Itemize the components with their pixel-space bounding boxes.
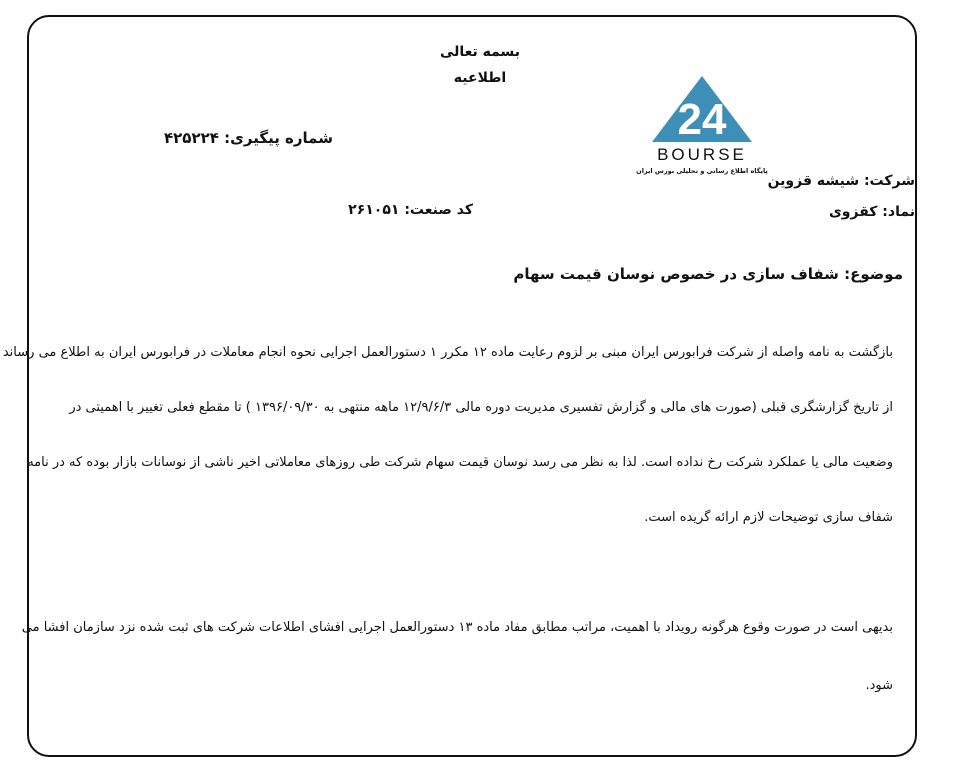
body-line-6: شود. (865, 678, 893, 693)
body-line-3: وضعیت مالی یا عملکرد شرکت رخ نداده است. لذا به نظر می رسد نوسان قیمت سهام شرکت طی روزهای معاملاتی اخیر ناشی از نوسانات بازار بوده که در نامه (27, 455, 893, 470)
basmala: بسمه تعالی (439, 44, 521, 60)
body-line-2: از تاریخ گزارشگری قبلی (صورت های مالی و گزارش تفسیری مدیریت دوره مالی ۱۲/۹/۶/۳ ماهه منتهی به ۱۳۹۶/۰۹/۳۰ ) تا مقطع فعلی تغییر با اهمیتی در (69, 400, 893, 415)
logo-number: 24 (677, 95, 727, 144)
notice-title: اطلاعیه (453, 70, 507, 86)
company-name: شرکت: شیشه قزوین (767, 173, 915, 189)
subject-line: موضوع: شفاف سازی در خصوص نوسان قیمت سهام (513, 265, 903, 283)
company-symbol: نماد: کقزوی (828, 204, 915, 220)
body-line-5: بدیهی است در صورت وقوع هرگونه رویداد با اهمیت، مراتب مطابق مفاد ماده ۱۳ دستورالعمل اجرایی افشای اطلاعات شرکت های ثبت شده نزد سازمان افشا می (21, 620, 893, 635)
bourse24-logo (638, 72, 766, 182)
logo-wordmark: BOURSE (657, 145, 747, 164)
logo-tagline: پایگاه اطلاع رسانی و تحلیلی بورس ایران (636, 167, 768, 175)
body-line-4: شفاف سازی توضیحات لازم ارائه گریده است. (644, 510, 893, 525)
document-frame (2, 15, 917, 757)
body-line-1: بازگشت به نامه واصله از شرکت فرابورس ایران مبنی بر لزوم رعایت ماده ۱۲ مکرر ۱ دستورالعمل اجرایی نحوه انجام معاملات در فرابورس ایران به اطلاع می رساند (2, 345, 893, 360)
tracking-number: شماره پیگیری: ۴۲۵۲۲۴ (164, 129, 333, 147)
industry-code: کد صنعت: ۲۶۱۰۵۱ (348, 202, 473, 218)
